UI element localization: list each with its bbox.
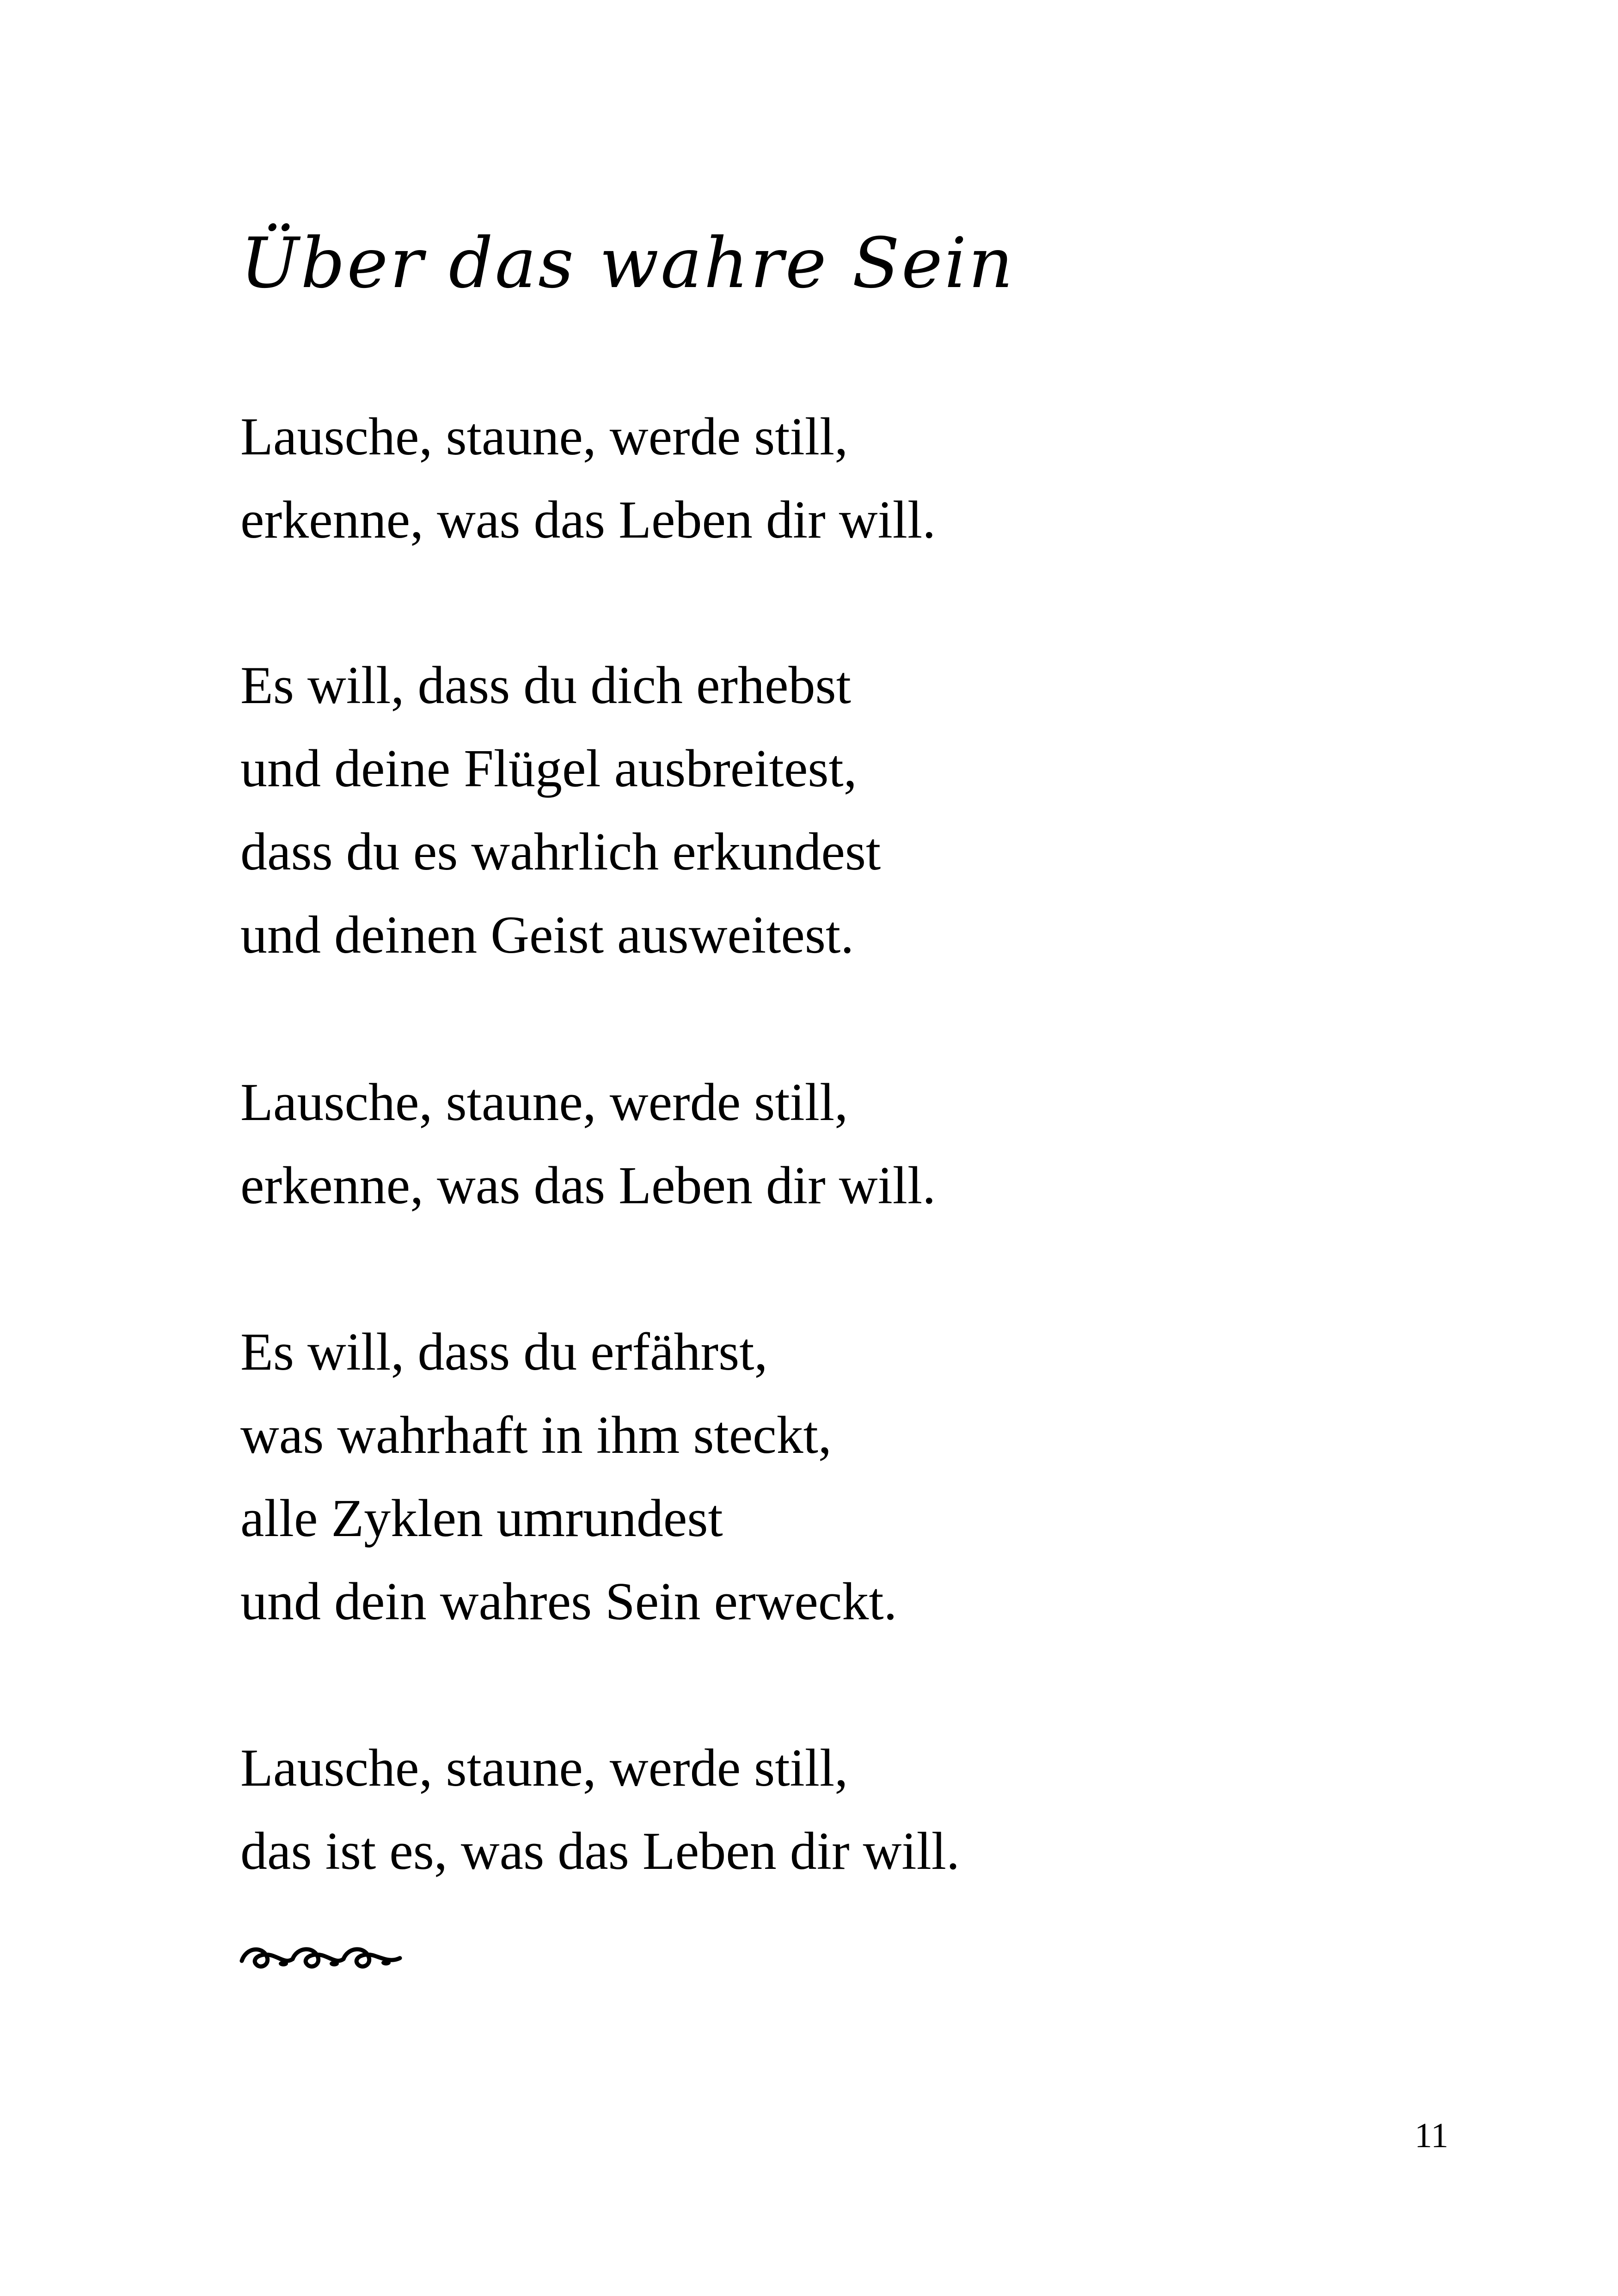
poem-line: Lausche, staune, werde still,	[240, 407, 848, 466]
poem-line: erkenne, was das Leben dir will.	[240, 490, 936, 550]
poem-line: alle Zyklen umrundest	[240, 1489, 723, 1548]
poem-line: Es will, dass du erfährst,	[240, 1322, 768, 1382]
poem-line: Lausche, staune, werde still,	[240, 1073, 848, 1132]
poem-line: Lausche, staune, werde still,	[240, 1739, 848, 1798]
poem-line: Es will, dass du dich erhebst	[240, 656, 851, 715]
decorative-flourish-icon	[238, 1937, 404, 1978]
poem-line: und deinen Geist ausweitest.	[240, 906, 854, 965]
poem-title: Über das wahre Sein	[240, 223, 1015, 304]
poem-line: das ist es, was das Leben dir will.	[240, 1822, 960, 1881]
poem-line: dass du es wahrlich erkundest	[240, 822, 881, 882]
poem-line: und dein wahres Sein erweckt.	[240, 1572, 897, 1631]
page-number: 11	[1415, 2116, 1449, 2155]
poem-line: und deine Flügel ausbreitest,	[240, 739, 857, 798]
poem-line: was wahrhaft in ihm steckt,	[240, 1406, 832, 1465]
poem-line: erkenne, was das Leben dir will.	[240, 1156, 936, 1215]
